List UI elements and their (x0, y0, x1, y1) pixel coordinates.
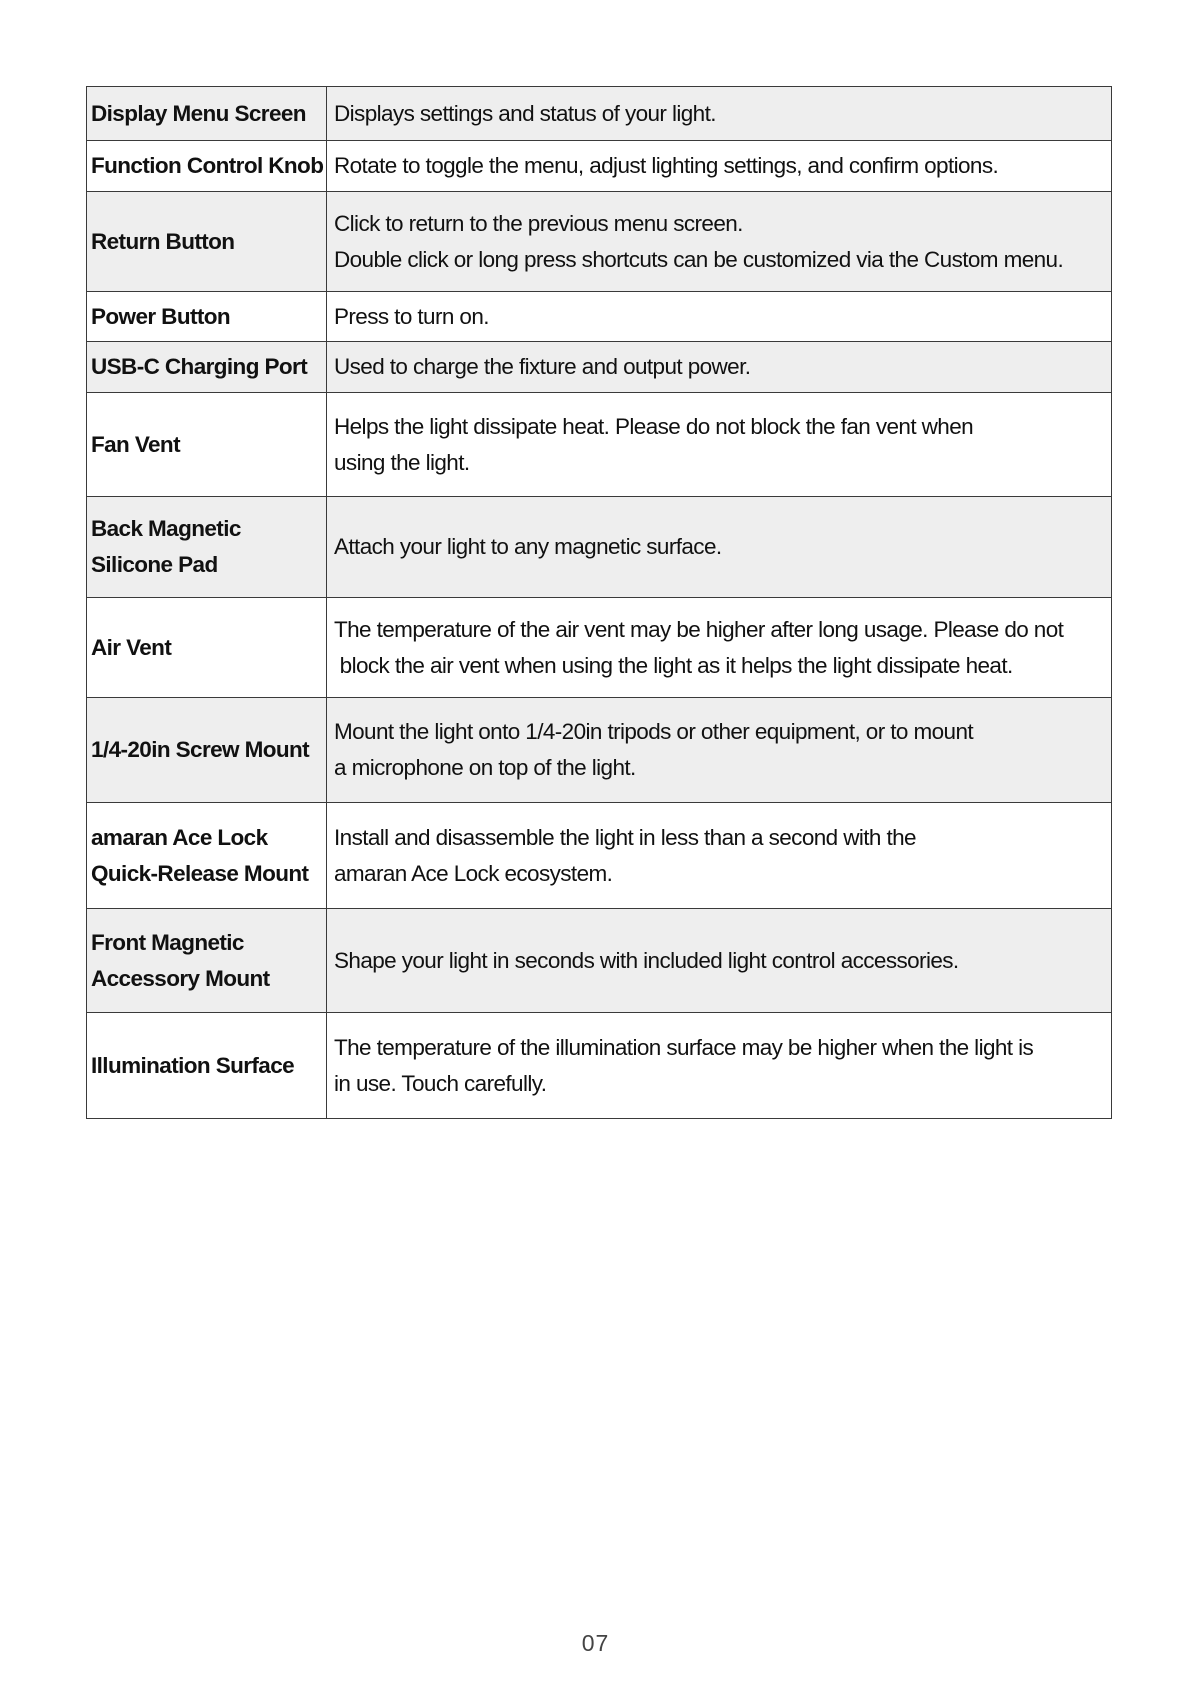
table-row (87, 698, 1112, 803)
row-label: Air Vent (87, 598, 327, 698)
row-description: Install and disassemble the light in less than a second with the amaran Ace Lock ecosystem. (327, 803, 1112, 909)
spec-table (86, 86, 1112, 1119)
row-description: Attach your light to any magnetic surface. (327, 497, 1112, 598)
row-label: Illumination Surface (87, 1013, 327, 1119)
row-description: Helps the light dissipate heat. Please do not block the fan vent when using the light. (327, 393, 1112, 497)
row-label: amaran Ace Lock Quick-Release Mount (87, 803, 327, 909)
table-row (87, 292, 1112, 342)
page-number: 07 (581, 1630, 610, 1656)
table-row (87, 909, 1112, 1013)
row-description: Used to charge the fixture and output power. (327, 342, 1112, 393)
row-description: Mount the light onto 1/4-20in tripods or other equipment, or to mount a microphone on top of the light. (327, 698, 1112, 803)
row-description: Rotate to toggle the menu, adjust lighting settings, and confirm options. (327, 141, 1112, 192)
table-row (87, 803, 1112, 909)
table-row (87, 342, 1112, 393)
table-row (87, 1013, 1112, 1119)
row-description: The temperature of the illumination surface may be higher when the light is in use. Touch carefully. (327, 1013, 1112, 1119)
table-row (87, 87, 1112, 141)
row-label: Front Magnetic Accessory Mount (87, 909, 327, 1013)
row-description: The temperature of the air vent may be higher after long usage. Please do not block the air vent when using the light as it helps the light dissipate heat. (327, 598, 1112, 698)
table-row (87, 598, 1112, 698)
table-row (87, 497, 1112, 598)
row-description: Press to turn on. (327, 292, 1112, 342)
row-label: Display Menu Screen (87, 87, 327, 141)
row-label: Function Control Knob (87, 141, 327, 192)
row-label: Power Button (87, 292, 327, 342)
table-row (87, 141, 1112, 192)
row-label: Fan Vent (87, 393, 327, 497)
table-row (87, 192, 1112, 292)
row-description: Displays settings and status of your light. (327, 87, 1112, 141)
row-label: Return Button (87, 192, 327, 292)
row-description: Click to return to the previous menu screen. Double click or long press shortcuts can be customized via the Custom menu. (327, 192, 1112, 292)
row-label: 1/4-20in Screw Mount (87, 698, 327, 803)
row-label: Back Magnetic Silicone Pad (87, 497, 327, 598)
row-label: USB-C Charging Port (87, 342, 327, 393)
table-row (87, 393, 1112, 497)
row-description: Shape your light in seconds with included light control accessories. (327, 909, 1112, 1013)
